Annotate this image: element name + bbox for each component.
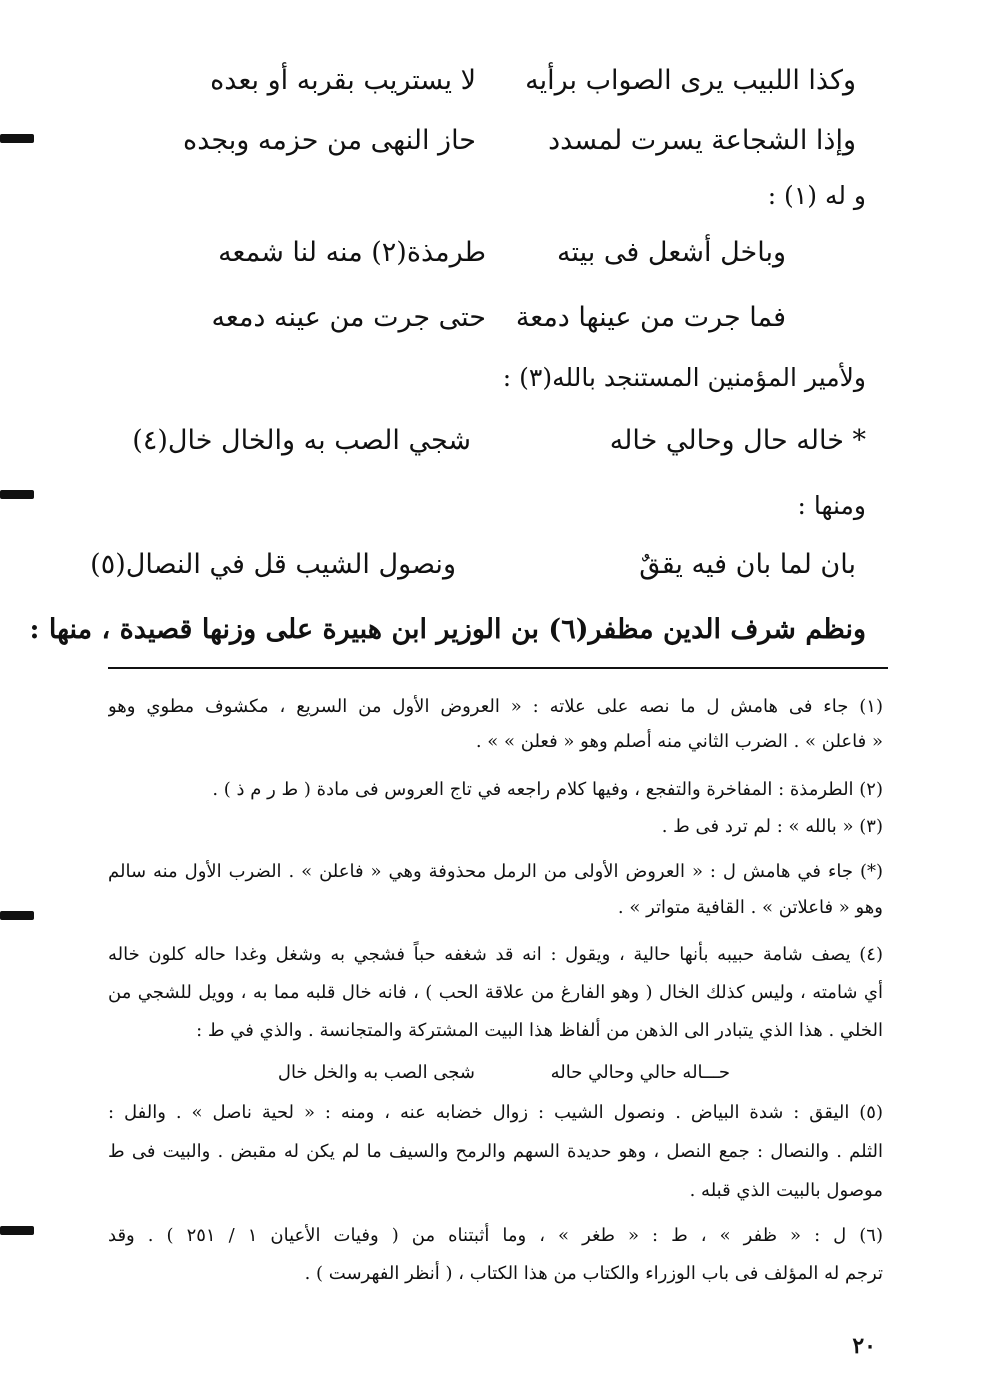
footnote-line: (٣) « بالله » : لم ترد فى ط . <box>661 816 883 837</box>
verse-hemistich: وإذا الشجاعة يسرت لمسدد <box>548 125 856 156</box>
verse-hemistich: شجي الصب به والخال خال(٤) <box>132 425 471 456</box>
footnote-line: موصول بالبيت الذي قبله . <box>689 1180 883 1201</box>
verse-hemistich: فما جرت من عينها دمعة <box>515 302 786 333</box>
footnote-line: (١) جاء فى هامش ل ما نصه على علاته : « العروض الأول من السريع ، مكشوف مطوي وهو <box>108 696 883 717</box>
verse-hemistich: ونصول الشيب قل في النصال(٥) <box>90 549 456 580</box>
verse-hemistich: حاز النهى من حزمه وبجده <box>183 125 476 156</box>
page-number: ٢٠ <box>852 1333 876 1359</box>
verse-line <box>90 542 856 588</box>
footnote-line: ترجم له المؤلف فى باب الوزراء والكتاب من هذا الكتاب ، ( أنظر الفهرست ) . <box>304 1263 883 1284</box>
intro-line: و له (١) : <box>767 181 866 210</box>
verse-line <box>126 418 866 464</box>
footnote-line: (٤) يصف شامة حبيبه بأنها حالية ، ويقول : انه قد شغفه حباً فشجي به وشغل وغدا حاله كلون خاله <box>108 944 883 965</box>
verse-hemistich: بان لما بان فيه يققٌ <box>639 549 856 580</box>
footnote-divider <box>108 667 888 669</box>
edge-mark <box>0 134 34 143</box>
verse-hemistich: وباخل أشعل فى بيته <box>557 237 786 268</box>
verse-line <box>218 230 786 276</box>
edge-mark <box>0 911 34 920</box>
verse-hemistich: طرمذة(٢) منه لنا شمعه <box>218 237 486 268</box>
footnote-line: الخلي . هذا الذي يتبادر الى الذهن من ألفاظ هذا البيت المشتركة والمتجانسة . والذي في ط : <box>196 1020 883 1041</box>
closing-line: ونظم شرف الدين مظفر(٦) بن الوزير ابن هبيرة على وزنها قصيدة ، منها : <box>29 614 866 645</box>
intro-line: ولأمير المؤمنين المستنجد بالله(٣) : <box>502 363 866 392</box>
footnote-line: (٦) ل : « ظفر » ، ط : « طغر » ، وما أثبتناه من ( وفيات الأعيان ١ / ٢٥١ ) . وقد <box>108 1225 883 1246</box>
edge-mark <box>0 490 34 499</box>
verse-line <box>136 118 856 164</box>
verse-hemistich: لا يستريب بقربه أو بعده <box>210 65 476 96</box>
footnote-line: الثلم . والنصال : جمع النصل ، وهو حديدة السهم والرمح والسيف ما لم يكن له مقبض . والبيت فى ط <box>108 1141 883 1162</box>
verse-hemistich: شجى الصب به والخل خال <box>277 1062 475 1083</box>
footnote-line: « فاعلن » . الضرب الثاني منه أصلم وهو « فعلن » » . <box>475 731 883 752</box>
verse-line <box>211 295 786 341</box>
verse-hemistich: * خاله حال وحالي خاله <box>609 425 866 456</box>
footnote-line: أي شامته ، وليس كذلك الخال ( وهو الفارغ من علاقة الحب ) ، فانه خال قلبه مما به ، وويل للشجي من <box>108 982 883 1003</box>
edge-mark <box>0 1226 34 1235</box>
footnote-line: (*) جاء في هامش ل : « العروض الأولى من الرمل محذوفة وهي « فاعلن » . الضرب الأول منه سالم <box>108 861 883 882</box>
verse-hemistich: حـــاله حالي وحالي حاله <box>550 1062 730 1083</box>
footnote-line: (٢) الطرمذة : المفاخرة والتفجع ، وفيها كلام راجعه في تاج العروس فى مادة ( ط ر م ذ ) . <box>212 779 883 800</box>
verse-hemistich: وكذا اللبيب يرى الصواب برأيه <box>525 65 856 96</box>
intro-line: ومنها : <box>797 491 866 520</box>
verse-hemistich: حتى جرت من عينه دمعه <box>211 302 486 333</box>
verse-line <box>136 58 856 104</box>
footnote-verse <box>270 1058 730 1088</box>
footnote-line: وهو « فاعلاتن » . القافية متواتر » . <box>617 897 883 918</box>
footnote-line: (٥) اليقق : شدة البياض . ونصول الشيب : زوال خضابه عنه ، ومنه : « لحية ناصل » . والفل : <box>108 1102 883 1123</box>
